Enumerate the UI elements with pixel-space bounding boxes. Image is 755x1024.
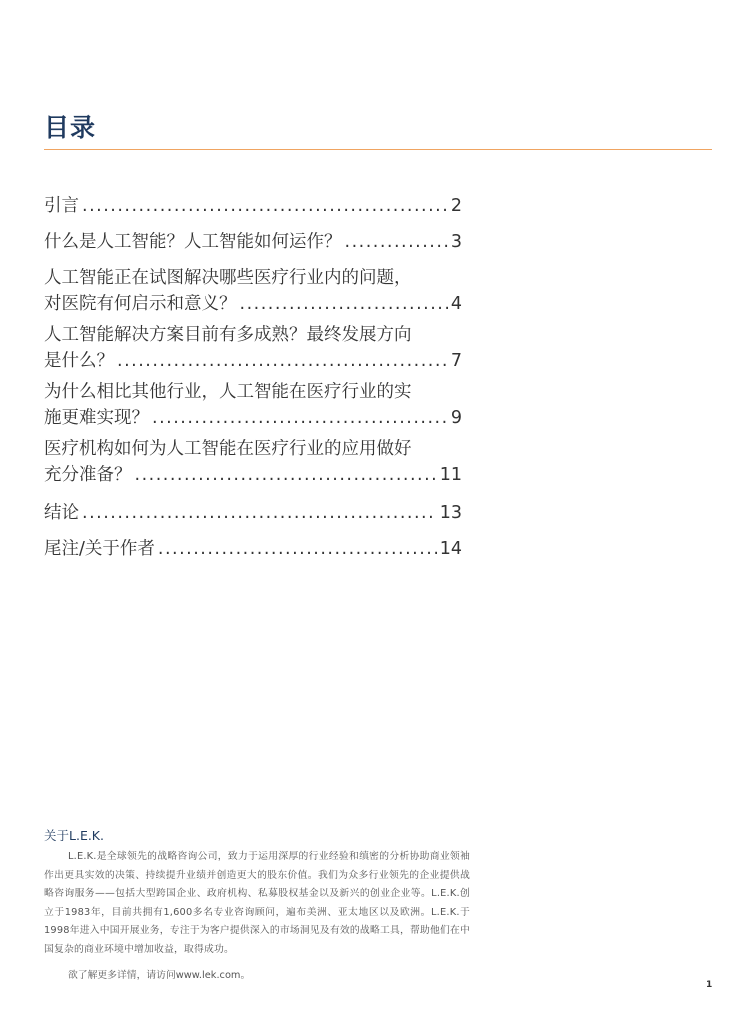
toc-entry-line [44,229,462,255]
toc-page-number: 9 [450,408,462,428]
toc-entry[interactable] [44,229,462,255]
dot-leader [135,462,437,488]
title-divider [44,149,712,150]
about-more-info: 欲了解更多详情，请访问www.lek.com。 [68,970,251,981]
toc-page-number: 3 [450,232,462,252]
dot-leader [117,348,448,374]
toc-entry-title: 为什么相比其他行业，人工智能在医疗行业的实 [44,382,412,402]
dot-leader [240,291,448,317]
toc-entry-title: 施更难实现？ [44,408,149,428]
table-of-contents [44,193,462,562]
toc-entry-title: 人工智能解决方案目前有多成熟？最终发展方向 [44,325,412,345]
toc-entry-line [44,193,462,219]
toc-entry[interactable] [44,536,462,562]
dot-leader [345,229,448,255]
dot-leader [82,193,448,219]
toc-entry-line [44,265,462,291]
toc-entry-title: 充分准备？ [44,465,132,485]
toc-entry-title: 人工智能正在试图解决哪些医疗行业内的问题， [44,268,412,288]
dot-leader [152,405,448,431]
about-body: L.E.K.是全球领先的战略咨询公司，致力于运用深厚的行业经验和缜密的分析协助商业领袖作出更具实效的决策、持续提升业绩并创造更大的股东价值。我们为众多行业领先的企业提供战略咨询服务——包括大型跨国企业、政府机构、私募股权基金以及新兴的创业企业等。L.E.K.创立于1983年，目前共拥有1,600多名专业咨询顾问，遍布美洲、亚太地区以及欧洲。L.E.K.于1998年进入中国开展业务，专注于为客户提供深入的市场洞见及有效的战略工具，帮助他们在中国复杂的商业环境中增加收益，取得成功。 [44,851,470,955]
toc-page-number: 11 [439,465,462,485]
toc-entry[interactable] [44,436,462,488]
toc-entry-line [44,536,462,562]
about-title: 关于L.E.K. [44,828,104,843]
toc-entry-title: 结论 [44,503,79,523]
dot-leader [158,536,437,562]
toc-entry-line [44,291,462,317]
dot-leader [82,500,437,526]
toc-entry-line [44,436,462,462]
toc-entry[interactable] [44,500,462,526]
toc-entry-line [44,379,462,405]
toc-page-number: 4 [450,294,462,314]
toc-entry-title: 对医院有何启示和意义？ [44,294,237,314]
toc-page-number: 13 [439,503,462,523]
toc-entry-title: 是什么？ [44,351,114,371]
toc-entry-line [44,462,462,488]
toc-entry[interactable] [44,379,462,431]
toc-entry-title: 什么是人工智能？人工智能如何运作？ [44,232,342,252]
toc-entry-line [44,322,462,348]
toc-entry-title: 引言 [44,196,79,216]
page-title: 目录 [44,113,97,142]
toc-entry[interactable] [44,322,462,374]
toc-entry-line [44,348,462,374]
page-number: 1 [706,980,713,990]
toc-entry-title: 医疗机构如何为人工智能在医疗行业的应用做好 [44,439,412,459]
toc-page-number: 2 [450,196,462,216]
toc-entry[interactable] [44,193,462,219]
toc-page-number: 7 [450,351,462,371]
about-section [44,826,470,981]
toc-entry-line [44,405,462,431]
toc-entry-title: 尾注/关于作者 [44,539,155,559]
toc-entry-line [44,500,462,526]
toc-page-number: 14 [439,539,462,559]
toc-entry[interactable] [44,265,462,317]
